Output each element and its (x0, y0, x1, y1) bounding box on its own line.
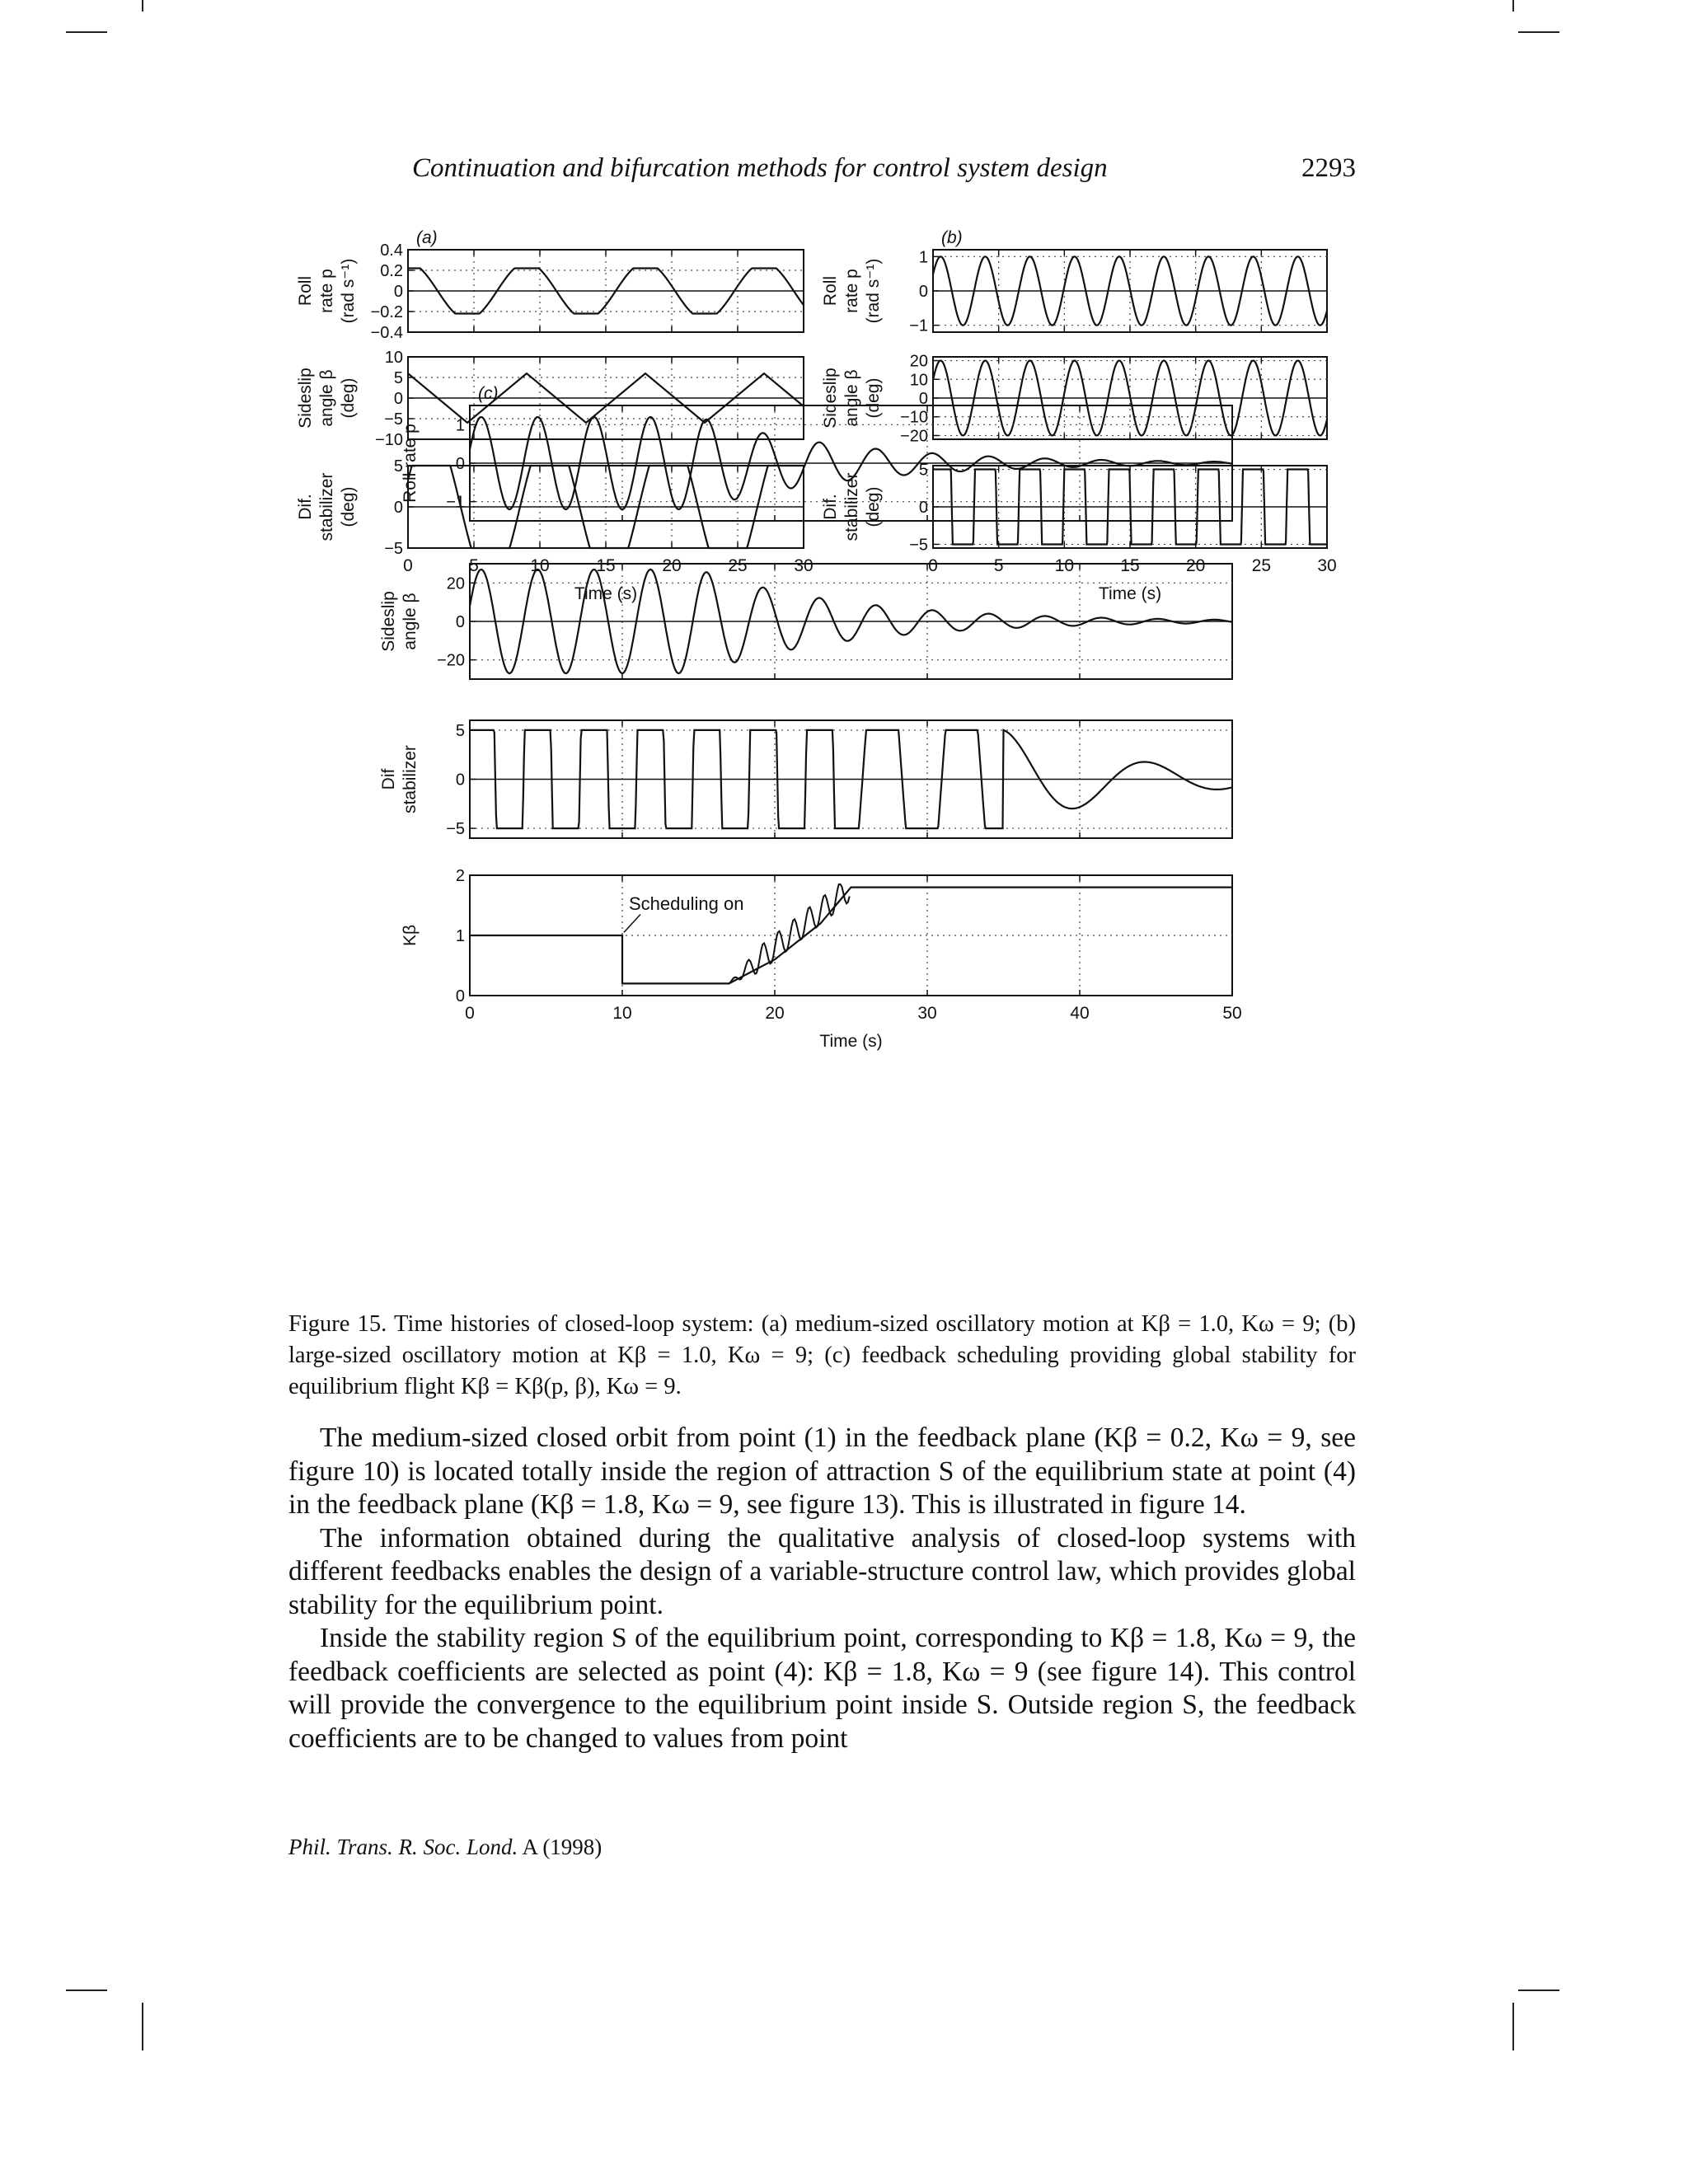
y-tick-label: 5 (455, 721, 465, 740)
running-title: Continuation and bifurcation methods for control system design (412, 153, 1108, 183)
x-tick-label: 40 (1070, 1004, 1090, 1023)
x-tick-label: 0 (403, 556, 413, 575)
figure-15 (272, 210, 1368, 1306)
x-axis-label: Time (s) (1098, 584, 1162, 603)
figure-caption (288, 1309, 1356, 1403)
subplot-b-1 (821, 228, 1327, 335)
x-tick-label: 20 (662, 556, 682, 575)
y-tick-label: 0 (455, 613, 465, 631)
y-axis-label: Dif. (296, 494, 315, 520)
y-tick-label: 0 (393, 283, 403, 301)
y-axis-label: Sideslip (296, 368, 315, 429)
y-tick-label: 0.4 (380, 241, 403, 260)
subplot-a-1 (296, 228, 804, 342)
journal-name: Phil. Trans. R. Soc. Lond. (288, 1835, 518, 1859)
subplot-a-2 (296, 349, 804, 449)
y-tick-label: −1 (446, 493, 465, 512)
y-tick-label: 0 (918, 390, 928, 408)
y-tick-label: −5 (446, 820, 465, 839)
y-axis-label: angle β (401, 593, 420, 650)
crop-mark (1512, 2003, 1514, 2050)
subplot-c-2 (379, 564, 1232, 679)
y-tick-label: −0.4 (370, 324, 403, 342)
crop-mark (66, 31, 107, 33)
x-tick-label: 10 (612, 1004, 632, 1023)
y-tick-label: 0 (918, 499, 928, 517)
crop-mark (1518, 1990, 1559, 1991)
annotation-arrow (624, 914, 640, 932)
paragraph: The medium-sized closed orbit from point (1) in the feedback plane (Kβ = 0.2, Kω = 9, see figure 10) is located totally inside the region of attraction S of the equilibrium state at point (4) in the feedback plane (Kβ = 1.8, Kω = 9, see figure 13). This is illustrated in figure 14. (288, 1422, 1356, 1520)
y-axis-label: stabilizer (842, 472, 861, 541)
x-tick-label: 30 (794, 556, 814, 575)
y-tick-label: 0 (455, 771, 465, 790)
y-tick-label: −10 (375, 431, 403, 449)
y-axis-label: Sideslip (821, 368, 840, 429)
x-tick-label: 25 (1251, 556, 1272, 575)
y-axis-label: Roll (296, 275, 315, 307)
crop-mark (1518, 31, 1559, 33)
y-axis-label: (rad s⁻¹) (864, 258, 883, 324)
x-tick-label: 30 (1317, 556, 1337, 575)
y-axis-label: (deg) (864, 486, 883, 527)
x-tick-label: 50 (1222, 1004, 1242, 1023)
y-tick-label: 2 (455, 867, 465, 885)
caption-lead: Figure 15. (288, 1311, 387, 1337)
x-tick-label: 25 (728, 556, 748, 575)
subplot-b-3 (821, 462, 1337, 603)
y-tick-label: 5 (918, 461, 928, 480)
y-tick-label: 1 (455, 927, 465, 945)
y-axis-label: Roll rate p (401, 424, 420, 503)
crop-mark (1512, 0, 1514, 12)
y-tick-label: −5 (384, 410, 403, 429)
x-axis-label: Time (s) (574, 584, 638, 603)
x-tick-label: 5 (469, 556, 479, 575)
paragraph: Inside the stability region S of the equilibrium point, corresponding to Kβ = 1.8, Kω = 9, the feedback coefficients are selected as point (4): Kβ = 1.8, Kω = 9 (see figure 14). This control will provide the convergence to the equilibrium point inside S. Outside region S, the feedback coefficients are to be changed to values from point (288, 1623, 1356, 1754)
x-tick-label: 30 (917, 1004, 937, 1023)
x-tick-label: 10 (530, 556, 550, 575)
annotation-scheduling: Scheduling on (629, 893, 744, 915)
y-axis-label: Kβ (401, 924, 420, 947)
y-axis-label: Sideslip (379, 591, 398, 652)
y-axis-label: Dif. (821, 494, 840, 520)
y-tick-label: 0 (455, 455, 465, 473)
x-tick-label: 0 (465, 1004, 475, 1023)
crop-mark (142, 2003, 143, 2050)
journal-year: (1998) (542, 1835, 603, 1859)
y-axis-label: stabilizer (317, 472, 336, 541)
y-tick-label: −1 (909, 316, 928, 335)
y-tick-label: 0.2 (380, 262, 403, 280)
y-axis-label: Roll (821, 275, 840, 307)
y-tick-label: −10 (900, 408, 928, 427)
y-tick-label: 0 (918, 283, 928, 301)
x-axis-label: Time (s) (819, 1032, 883, 1051)
paragraph: The information obtained during the qualitative analysis of closed-loop systems with different feedbacks enables the design of a variable-structure control law, which provides global stability for the equilibrium point. (288, 1522, 1356, 1620)
crop-mark (66, 1990, 107, 1991)
y-tick-label: 10 (909, 371, 928, 390)
y-tick-label: −20 (437, 651, 465, 670)
y-axis-label: angle β (842, 369, 861, 427)
page-number: 2293 (1301, 153, 1356, 183)
y-tick-label: 1 (455, 416, 465, 435)
subplot-c-4 (401, 867, 1242, 1051)
series-detail (729, 884, 850, 983)
running-header (288, 153, 1356, 194)
x-tick-label: 10 (1054, 556, 1075, 575)
x-tick-label: 15 (1120, 556, 1140, 575)
y-tick-label: 0 (393, 499, 403, 517)
x-tick-label: 20 (1185, 556, 1206, 575)
y-tick-label: −0.2 (370, 303, 403, 321)
y-tick-label: −20 (900, 427, 928, 446)
y-tick-label: −5 (384, 540, 403, 558)
y-tick-label: 10 (384, 349, 403, 367)
subplot-c-3 (379, 720, 1232, 838)
y-tick-label: −5 (909, 536, 928, 555)
y-axis-label: rate p (842, 269, 861, 313)
y-tick-label: 0 (393, 390, 403, 408)
x-tick-label: 5 (993, 556, 1004, 575)
crop-mark (142, 0, 143, 12)
x-tick-label: 20 (765, 1004, 785, 1023)
subplot-b-2 (821, 353, 1327, 446)
y-tick-label: 5 (393, 369, 403, 387)
journal-footer (288, 1835, 602, 1860)
panel-label: (a) (416, 228, 438, 247)
y-tick-label: 20 (446, 574, 465, 593)
y-axis-label: stabilizer (401, 745, 420, 813)
x-tick-label: 15 (596, 556, 616, 575)
panel-label: (b) (941, 228, 963, 247)
y-tick-label: 0 (455, 987, 465, 1005)
y-tick-label: 20 (909, 352, 928, 371)
y-axis-label: (rad s⁻¹) (339, 258, 358, 324)
y-axis-label: (deg) (339, 377, 358, 419)
body-text (288, 1422, 1356, 1755)
y-axis-label: (deg) (339, 486, 358, 527)
x-tick-label: 0 (928, 556, 938, 575)
y-axis-label: Dif (379, 768, 398, 790)
y-axis-label: angle β (317, 369, 336, 427)
journal-section: A (522, 1835, 537, 1859)
panel-label: (c) (478, 384, 499, 403)
y-axis-label: (deg) (864, 377, 883, 419)
y-tick-label: 5 (393, 457, 403, 476)
caption-text: Time histories of closed-loop system: (a) medium-sized oscillatory motion at Kβ = 1.0, Kω = 9; (b) large-sized oscillatory motion at Kβ = 1.0, Kω = 9; (c) feedback scheduling providing global stability for equilibrium flight Kβ = Kβ(p, β), Kω = 9. (288, 1311, 1356, 1399)
y-axis-label: rate p (317, 269, 336, 313)
y-tick-label: 1 (918, 248, 928, 267)
